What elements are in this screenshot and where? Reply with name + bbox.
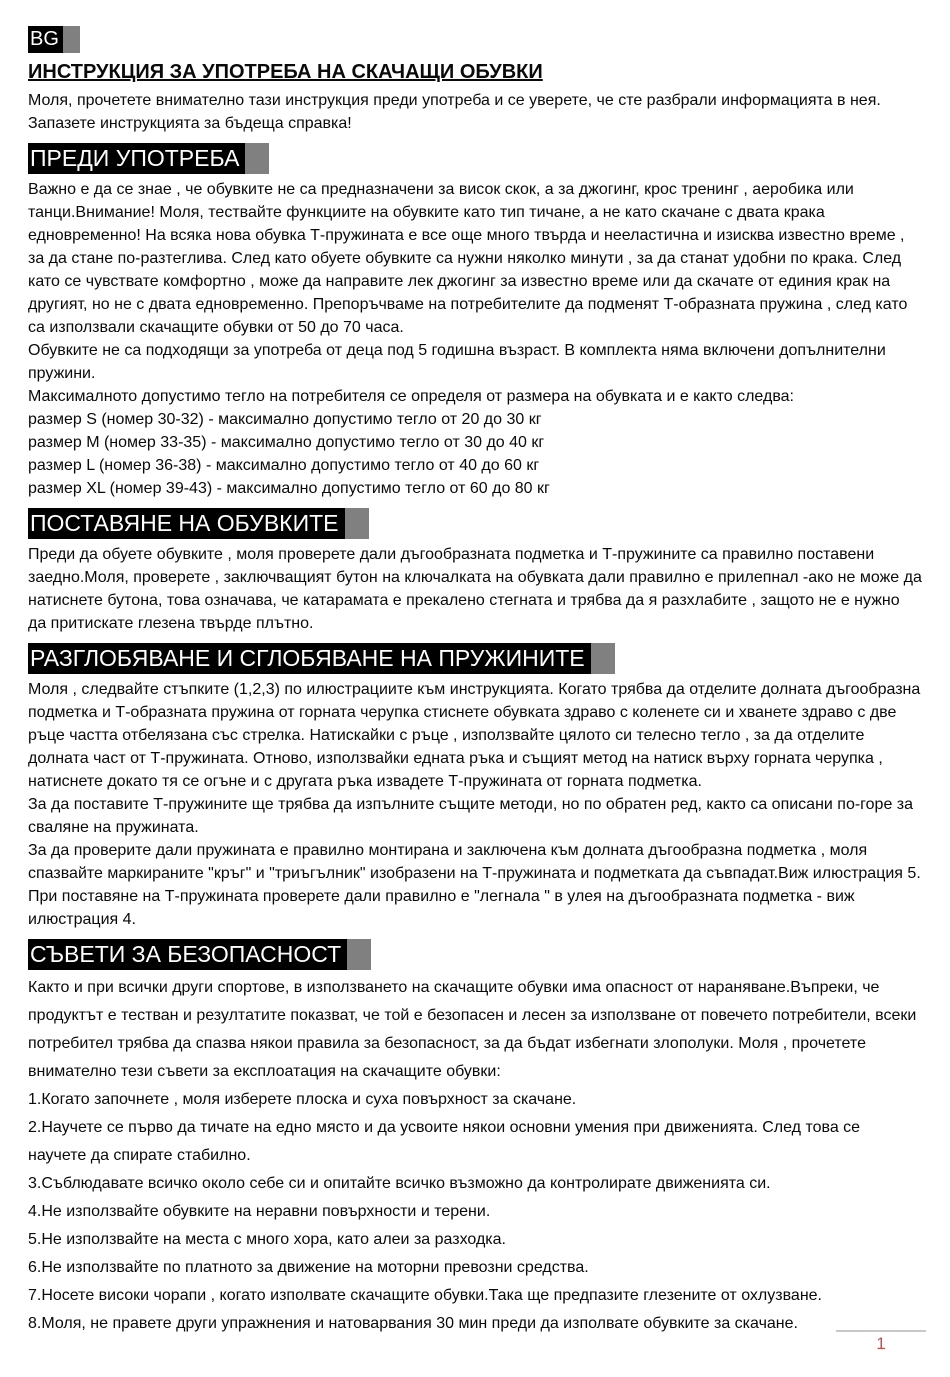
- section-heading-before-use: ПРЕДИ УПОТРЕБА: [28, 143, 245, 174]
- safety-item-1: 1.Когато започнете , моля изберете плоска и суха повърхност за скачане.: [28, 1091, 577, 1108]
- size-line-xl: размер XL (номер 39-43) - максимално допустимо тегло от 60 до 80 кг: [28, 480, 550, 497]
- size-line-m: размер M (номер 33-35) - максимално допустимо тегло от 30 до 40 кг: [28, 434, 545, 451]
- section-heading-row-springs: [28, 643, 922, 674]
- paragraph: Моля , следвайте стъпките (1,2,3) по илюстрациите към инструкцията. Когато трябва да отделите долната дъгообразна подметка и Т-образната пружина от горната черупка стиснете обувката здраво с коленете си и хванете здраво с две ръце частта отбелязана със стрелка. Натискайки с ръце , използвайте цялото си телесно тегло , за да отделите долната част от Т-пружината. Отново, използвайки едната ръка и същият метод на натиск върху горната черупка , натиснете докато тя се огъне и с другата ръка извадете Т-пружината от горната подметка.: [28, 681, 921, 790]
- heading-accent-block: [245, 143, 269, 174]
- footer-divider-line: [836, 1330, 926, 1332]
- heading-accent-block: [591, 643, 615, 674]
- paragraph: Важно е да се знае , че обувките не са предназначени за висок скок, а за джогинг, крос тренинг , аеробика или танци.Внимание! Моля, тествайте функциите на обувките като тип тичане, а не като скачане с двата крака едновременно! На всяка нова обувка Т-пружината е все още много твърда и нееластична и изисква известно време , за да стане по-разтеглива. След като обуете обувките са нужни няколко минути , за да станат удобни по крака. След като се чувствате комфортно , може да направите лек джогинг за известно време или да скачате от единия крак на другият, но не с двата едновременно. Препоръчваме на потребителите да подменят Т-образната пружина , след като са използвали скачащите обувки от 50 до 70 часа.: [28, 181, 908, 336]
- section-heading-row-before-use: [28, 143, 922, 174]
- safety-item-8: 8.Моля, не правете други упражнения и натоварвания 30 мин преди да изполвате обувките за скачане.: [28, 1315, 798, 1332]
- paragraph: За да проверите дали пружината е правилно монтирана и заключена към долната дъгообразна подметка , моля спазвайте маркираните "кръг" и "триъгълник" изобразени на Т-пружината и подметката да съвпадат.Виж илюстрация 5. При поставяне на Т-пружината проверете дали правилно е "легнала " в улея на дъгообразната подметка - виж илюстрация 4.: [28, 842, 921, 928]
- language-badge-accent-block: [63, 26, 80, 53]
- section-safety: [28, 939, 922, 1338]
- page-footer: [836, 1330, 926, 1354]
- language-badge: [28, 26, 922, 53]
- safety-item-2: 2.Научете се първо да тичате на едно място и да усвоите някои основни умения при движенията. След това се научете да спирате стабилно.: [28, 1119, 861, 1164]
- safety-item-5: 5.Не използвайте на места с много хора, като алеи за разходка.: [28, 1231, 506, 1248]
- safety-item-3: 3.Съблюдавате всичко около себе си и опитайте всичко възможно да контролирате движенията си.: [28, 1175, 771, 1192]
- section-heading-putting-on: ПОСТАВЯНЕ НА ОБУВКИТЕ: [28, 508, 345, 539]
- paragraph: Както и при всички други спортове, в използването на скачащите обувки има опасност от нараняване.Въпреки, че продуктът е тестван и резултатите показват, че той е безопасен и лесен за използване от повечето потребители, всеки потребител трябва да спазва някои правила за безопасност, за да бъдат избегнати злополуки. Моля , прочетете внимателно тези съвети за експлоатация на скачащите обувки:: [28, 979, 917, 1080]
- safety-item-6: 6.Не използвайте по платното за движение на моторни превозни средства.: [28, 1259, 589, 1276]
- section-heading-springs: РАЗГЛОБЯВАНЕ И СГЛОБЯВАНЕ НА ПРУЖИНИТЕ: [28, 643, 591, 674]
- section-heading-row-safety: [28, 939, 922, 970]
- paragraph: За да поставите Т-пружините ще трябва да изпълните същите методи, но по обратен ред, както са описани по-горе за сваляне на пружината.: [28, 796, 914, 836]
- paragraph: Обувките не са подходящи за употреба от деца под 5 годишна възраст. В комплекта няма включени допълнителни пружини.: [28, 342, 886, 382]
- heading-accent-block: [345, 508, 369, 539]
- language-badge-label: BG: [28, 26, 63, 53]
- size-line-s: размер S (номер 30-32) - максимално допустимо тегло от 20 до 30 кг: [28, 411, 542, 428]
- size-line-l: размер L (номер 36-38) - максимално допустимо тегло от 40 до 60 кг: [28, 457, 540, 474]
- safety-item-4: 4.Не използвайте обувките на неравни повърхности и терени.: [28, 1203, 491, 1220]
- heading-accent-block: [347, 939, 371, 970]
- page-number: 1: [876, 1334, 886, 1353]
- section-heading-safety: СЪВЕТИ ЗА БЕЗОПАСНОСТ: [28, 939, 347, 970]
- paragraph: Преди да обуете обувките , моля проверете дали дъгообразната подметка и Т-пружините са правилно поставени заедно.Моля, проверете , заключващият бутон на ключалката на обувката дали правилно е прилепнал -ако не може да натиснете бутона, това означава, че катарамата е прекалено стегната и трябва да я разхлабите , защото не е нужно да притискате глезена твърде плътно.: [28, 546, 922, 632]
- paragraph: Максималното допустимо тегло на потребителя се определя от размера на обувката и е както следва:: [28, 388, 794, 405]
- section-heading-row-putting-on: [28, 508, 922, 539]
- document-title: ИНСТРУКЦИЯ ЗА УПОТРЕБА НА СКАЧАЩИ ОБУВКИ: [28, 61, 543, 83]
- intro-paragraph: Моля, прочетете внимателно тази инструкция преди употреба и се уверете, че сте разбрали информацията в нея. Запазете инструкцията за бъдеща справка!: [28, 92, 881, 132]
- safety-item-7: 7.Носете високи чорапи , когато изполвате скачащите обувки.Така ще предпазите глезените от охлузване.: [28, 1287, 822, 1304]
